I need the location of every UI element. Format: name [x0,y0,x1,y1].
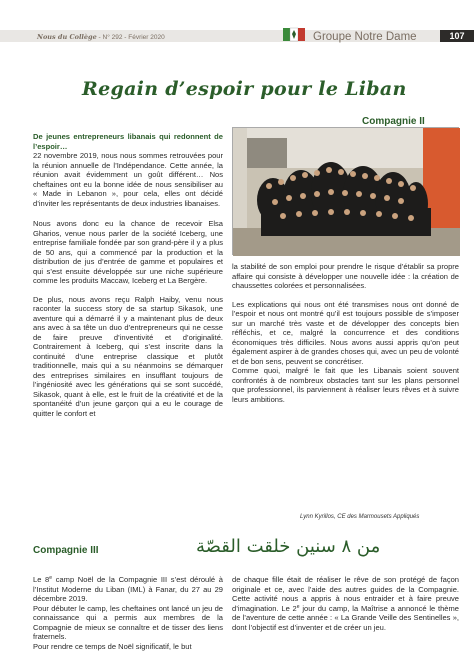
article-title: Regain d’espoir pour le Liban [82,78,407,100]
magazine-name: Nous du Collège [37,33,97,41]
section2-right-column [232,575,459,632]
article-signature: Lynn Kyrillos, CE des Marmousets Appliqués [300,514,419,520]
group-photo [232,127,459,255]
page-number: 107 [440,30,474,42]
superscript: e [49,575,52,581]
section2-left-column [33,575,223,651]
text-span: jour du camp, la Maîtrise a annoncé le thème de l’aventure de cette année : « La Grande Veille des Sentinelles », dont l’objectif est d’inventer et de créer un jeu. [232,604,459,632]
page-header [0,0,474,42]
left-column [33,132,223,427]
arabic-title: من ٨ سنين خلقت القصّة [196,534,440,560]
paragraph: De plus, nous avons reçu Ralph Haiby, venu nous raconter la success story de sa startup Sikasok, une aventure qui a démarré il y a maintenant plus de deux ans avec à sa tête un duo d’entrepreneurs qui ne cesse de faire preuve d’inventivité et d’originalité. Contrairement à Iceberg, qui s’est inscrite dans la continuité d’une entreprise classique et plutôt traditionnelle, mais qui a su néanmoins se démarquer des entreprises similaires en insufflant toujours de l’ingéniosité avec les générations qui se sont succédé, Sikasok, quant à elle, est le fruit de la créativité et de la spontanéité d’un jeune garçon qui a eu le courage de quitter le confort et [33,295,223,419]
right-column [232,262,459,413]
paragraph: 22 novembre 2019, nous nous sommes retrouvées pour la réunion annuelle de l’Indépendance. Cette année, la réunion avait évidemment un goût différent… Nos cheftaines ont eu la bonne idée de nous sensibiliser au « Made in Lebanon », pour cela, elles ont décidé d’inviter les représentants de deux industries libanaises. [33,151,223,208]
paragraph [33,575,223,604]
superscript: e [297,604,300,610]
paragraph [232,575,459,632]
issue-line [37,33,165,41]
text-span: camp Noël de la Compagnie III s’est déroulé à l’Institut Moderne du Liban (IML) à Fanar, du 27 au 29 décembre 2019. [33,575,223,603]
paragraph: Nous avons donc eu la chance de recevoir Elsa Gharios, venue nous parler de la société Iceberg, une entreprise familiale fondée par son grand-père il y a plus de 50 ans, qui a commencé par la production et la distribution de jus d’entrée de gamme et populaires et qui s’est ensuite développée sur une niche supérieure comme les produits Maccaw, Iceberg et La Bergère. [33,219,223,286]
paragraph: la stabilité de son emploi pour prendre le risque d’établir sa propre affaire qui consiste à développer une nouvelle idée : la création de chaussettes colorées et personnalisées. [232,262,459,291]
paragraph: Pour rendre ce temps de Noël significatif, le but [33,642,223,651]
paragraph: Comme quoi, malgré le fait que les Libanais soient souvent confrontés à de nombreux obstacles tant sur les plans personnel que professionnel, ils parviennent à réaliser leurs rêves et à suivre leurs ambitions. [232,366,459,404]
group-photo-image [233,128,460,256]
section-label-compagnie-ii: Compagnie II [362,116,425,127]
issue-info: - N° 292 - Février 2020 [97,34,165,41]
paragraph: Pour débuter le camp, les cheftaines ont lancé un jeu de connaissance qui a permis aux membres de la Compagnie de mieux se connaître et de tisser des liens fraternels. [33,604,223,642]
article-lede: De jeunes entrepreneurs libanais qui redonnent de l’espoir… [33,132,223,151]
group-name: Groupe Notre Dame [313,31,417,43]
paragraph: Les explications qui nous ont été transmises nous ont donné de l’espoir et nous ont montré qu’il est toujours possible de s’imposer sur un marché très vaste et de développer des concepts bien réfléchis, et ce, malgré la concurrence et des conditions économiques très difficiles. Nous avons aussi appris qu’on peut également aspirer à de grandes choses qui, avec un peu de volonté et de bon sens, peuvent se concrétiser. [232,300,459,367]
text-span: Le 8 [33,575,49,584]
text-span: de chaque fille était de réaliser le rêve de son protégé de façon originale et ce, avec l’aide des autres guides de la Compagnie. Cette activité nous a appris à nous entraider et à faire preuve d’imagination. Le 2 [232,575,459,613]
section-label-compagnie-iii: Compagnie III [33,545,99,556]
school-logo-icon [282,27,306,42]
